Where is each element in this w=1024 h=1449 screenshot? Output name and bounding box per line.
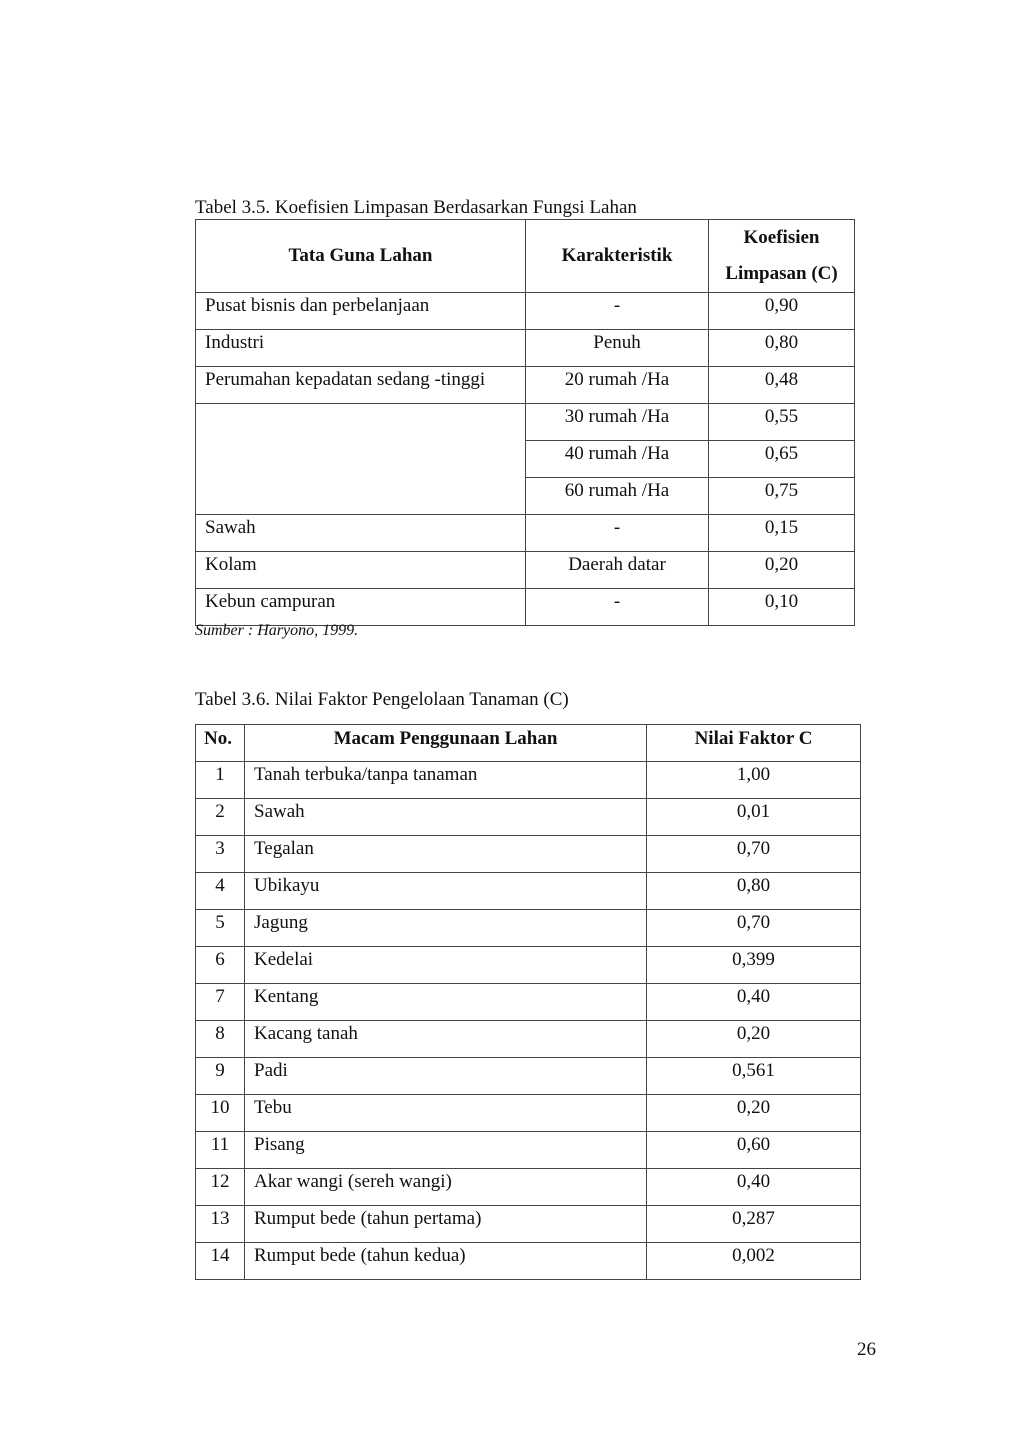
- row-number-cell: 9: [196, 1058, 245, 1095]
- table-row: [196, 404, 855, 441]
- c-factor-cell: 1,00: [647, 762, 861, 799]
- table-row: [196, 947, 861, 984]
- land-use-cell: Ubikayu: [245, 873, 647, 910]
- land-use-cell: Tanah terbuka/tanpa tanaman: [245, 762, 647, 799]
- table-row: [196, 330, 855, 367]
- table-row: [196, 1206, 861, 1243]
- karakteristik-cell: Penuh: [526, 330, 709, 367]
- fungsi-lahan-cell: Perumahan kepadatan sedang -tinggi: [196, 367, 526, 404]
- row-number-cell: 10: [196, 1095, 245, 1132]
- fungsi-lahan-cell: Kolam: [196, 552, 526, 589]
- koefisien-cell: 0,75: [709, 478, 855, 515]
- table-row: [196, 873, 861, 910]
- table-header-row: [196, 220, 855, 293]
- table-row: [196, 762, 861, 799]
- crop-management-factor-table: [195, 724, 861, 1280]
- land-use-cell: Akar wangi (sereh wangi): [245, 1169, 647, 1206]
- table-row: [196, 367, 855, 404]
- table-row: [196, 1132, 861, 1169]
- table-row: [196, 552, 855, 589]
- koefisien-cell: 0,48: [709, 367, 855, 404]
- header-nilai-faktor-c: Nilai Faktor C: [647, 725, 861, 762]
- table-row: [196, 984, 861, 1021]
- karakteristik-cell: -: [526, 515, 709, 552]
- c-factor-cell: 0,01: [647, 799, 861, 836]
- c-factor-cell: 0,561: [647, 1058, 861, 1095]
- koefisien-cell: 0,20: [709, 552, 855, 589]
- karakteristik-cell: 60 rumah /Ha: [526, 478, 709, 515]
- row-number-cell: 4: [196, 873, 245, 910]
- fungsi-lahan-cell: [196, 404, 526, 441]
- koefisien-cell: 0,65: [709, 441, 855, 478]
- table-row: [196, 1169, 861, 1206]
- koefisien-cell: 0,10: [709, 589, 855, 626]
- table-row: [196, 293, 855, 330]
- table-row: [196, 589, 855, 626]
- row-number-cell: 5: [196, 910, 245, 947]
- koefisien-cell: 0,90: [709, 293, 855, 330]
- c-factor-cell: 0,002: [647, 1243, 861, 1280]
- c-factor-cell: 0,70: [647, 910, 861, 947]
- c-factor-cell: 0,80: [647, 873, 861, 910]
- fungsi-lahan-cell: [196, 441, 526, 478]
- table-header-row: [196, 725, 861, 762]
- land-use-cell: Tebu: [245, 1095, 647, 1132]
- karakteristik-cell: Daerah datar: [526, 552, 709, 589]
- c-factor-cell: 0,70: [647, 836, 861, 873]
- page-number: 26: [857, 1339, 876, 1360]
- table-row: [196, 1021, 861, 1058]
- table-3-5-source: Sumber : Haryono, 1999.: [195, 622, 359, 639]
- land-use-cell: Kentang: [245, 984, 647, 1021]
- row-number-cell: 2: [196, 799, 245, 836]
- table-row: [196, 836, 861, 873]
- row-number-cell: 8: [196, 1021, 245, 1058]
- row-number-cell: 12: [196, 1169, 245, 1206]
- fungsi-lahan-cell: Industri: [196, 330, 526, 367]
- c-factor-cell: 0,287: [647, 1206, 861, 1243]
- land-use-cell: Kacang tanah: [245, 1021, 647, 1058]
- land-use-cell: Sawah: [245, 799, 647, 836]
- koefisien-cell: 0,55: [709, 404, 855, 441]
- land-use-cell: Padi: [245, 1058, 647, 1095]
- karakteristik-cell: 40 rumah /Ha: [526, 441, 709, 478]
- c-factor-cell: 0,399: [647, 947, 861, 984]
- land-use-cell: Pisang: [245, 1132, 647, 1169]
- row-number-cell: 14: [196, 1243, 245, 1280]
- karakteristik-cell: -: [526, 589, 709, 626]
- karakteristik-cell: 30 rumah /Ha: [526, 404, 709, 441]
- row-number-cell: 13: [196, 1206, 245, 1243]
- table-row: [196, 478, 855, 515]
- row-number-cell: 1: [196, 762, 245, 799]
- c-factor-cell: 0,40: [647, 1169, 861, 1206]
- row-number-cell: 6: [196, 947, 245, 984]
- header-koefisien-line2: Limpasan (C): [725, 263, 838, 284]
- fungsi-lahan-cell: Kebun campuran: [196, 589, 526, 626]
- row-number-cell: 3: [196, 836, 245, 873]
- runoff-coefficient-table: [195, 219, 855, 626]
- table-row: [196, 799, 861, 836]
- karakteristik-cell: -: [526, 293, 709, 330]
- c-factor-cell: 0,20: [647, 1095, 861, 1132]
- land-use-cell: Rumput bede (tahun pertama): [245, 1206, 647, 1243]
- c-factor-cell: 0,20: [647, 1021, 861, 1058]
- fungsi-lahan-cell: Sawah: [196, 515, 526, 552]
- header-no: No.: [196, 725, 245, 762]
- land-use-cell: Tegalan: [245, 836, 647, 873]
- land-use-cell: Jagung: [245, 910, 647, 947]
- header-koefisien-limpasan: [709, 220, 855, 293]
- header-koefisien-line1: Koefisien: [743, 227, 820, 248]
- c-factor-cell: 0,40: [647, 984, 861, 1021]
- row-number-cell: 7: [196, 984, 245, 1021]
- table-3-5-caption: Tabel 3.5. Koefisien Limpasan Berdasarkan Fungsi Lahan: [195, 197, 637, 218]
- header-macam-penggunaan-lahan: Macam Penggunaan Lahan: [245, 725, 647, 762]
- land-use-cell: Kedelai: [245, 947, 647, 984]
- table-row: [196, 910, 861, 947]
- fungsi-lahan-cell: [196, 478, 526, 515]
- table-row: [196, 1243, 861, 1280]
- table-3-6-caption: Tabel 3.6. Nilai Faktor Pengelolaan Tanaman (C): [195, 689, 569, 710]
- land-use-cell: Rumput bede (tahun kedua): [245, 1243, 647, 1280]
- koefisien-cell: 0,80: [709, 330, 855, 367]
- table-row: [196, 515, 855, 552]
- koefisien-cell: 0,15: [709, 515, 855, 552]
- karakteristik-cell: 20 rumah /Ha: [526, 367, 709, 404]
- table-row: [196, 1058, 861, 1095]
- table-row: [196, 1095, 861, 1132]
- header-karakteristik: Karakteristik: [526, 220, 709, 293]
- row-number-cell: 11: [196, 1132, 245, 1169]
- table-row: [196, 441, 855, 478]
- c-factor-cell: 0,60: [647, 1132, 861, 1169]
- header-tata-guna-lahan: Tata Guna Lahan: [196, 220, 526, 293]
- fungsi-lahan-cell: Pusat bisnis dan perbelanjaan: [196, 293, 526, 330]
